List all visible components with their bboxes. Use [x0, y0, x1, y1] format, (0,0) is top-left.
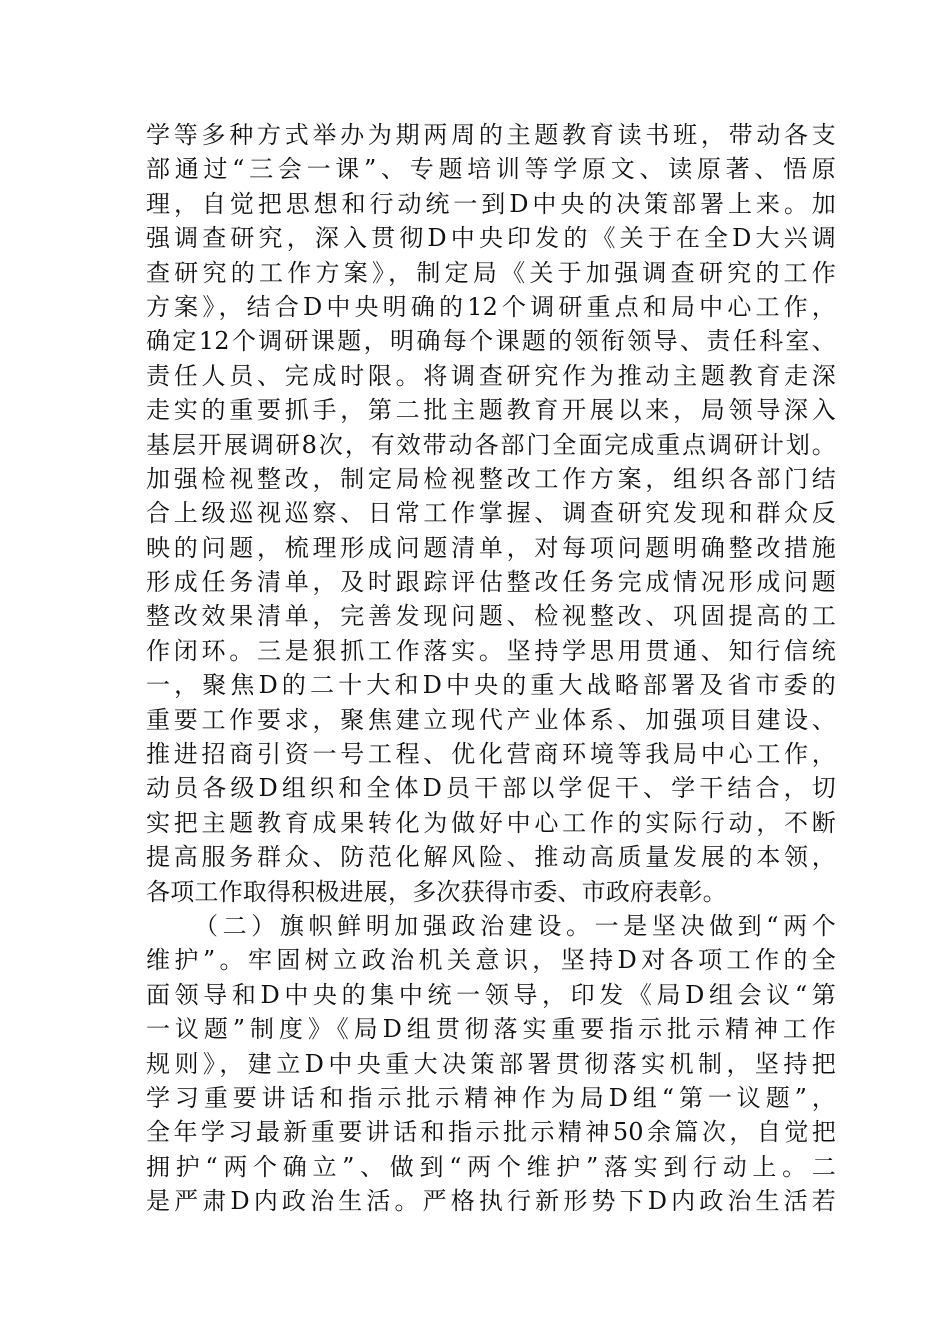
text-line: 维护”。牢固树立政治机关意识，坚持D对各项工作的全	[146, 946, 836, 975]
text-line: 是严肃D内政治生活。严格执行新形势下D内政治生活若	[146, 1187, 836, 1216]
text-line: 加强检视整改，制定局检视整改工作方案，组织各部门结	[146, 464, 836, 493]
text-line: 方案》，结合D中央明确的12个调研重点和局中心工作，	[146, 292, 836, 321]
text-line: 理，自觉把思想和行动统一到D中央的决策部署上来。加	[146, 189, 836, 218]
text-line: 学等多种方式举办为期两周的主题教育读书班，带动各支	[146, 121, 836, 149]
text-line: 责任人员、完成时限。将调查研究作为推动主题教育走深	[146, 361, 836, 390]
text-line: 一，聚焦D的二十大和D中央的重大战略部署及省市委的	[146, 671, 836, 700]
text-line: 形成任务清单，及时跟踪评估整改任务完成情况形成问题	[146, 568, 836, 597]
text-line: 合上级巡视巡察、日常工作掌握、调查研究发现和群众反	[146, 499, 836, 528]
text-line: 基层开展调研8次，有效带动各部门全面完成重点调研计划。	[146, 430, 836, 459]
text-line: 推进招商引资一号工程、优化营商环境等我局中心工作，	[146, 740, 836, 769]
text-line: 提高服务群众、防范化解风险、推动高质量发展的本领，	[146, 843, 836, 872]
text-line: 重要工作要求，聚焦建立现代产业体系、加强项目建设、	[146, 705, 836, 734]
text-line: 整改效果清单，完善发现问题、检视整改、巩固提高的工	[146, 602, 836, 631]
paragraph-end-line: 各项工作取得积极进展，多次获得市委、市政府表彰。	[146, 877, 727, 906]
text-line: 面领导和D中央的集中统一领导，印发《局D组会议“第	[146, 980, 836, 1009]
text-line: 查研究的工作方案》，制定局《关于加强调查研究的工作	[146, 258, 836, 287]
text-line: 确定12个调研课题，明确每个课题的领衔领导、责任科室、	[146, 327, 836, 356]
text-line: 全年学习最新重要讲话和指示批示精神50余篇次，自觉把	[146, 1118, 836, 1147]
text-line: 动员各级D组织和全体D员干部以学促干、学干结合，切	[146, 774, 836, 803]
text-line: 实把主题教育成果转化为做好中心工作的实际行动，不断	[146, 808, 836, 837]
document-body	[146, 118, 836, 1219]
text-line: 拥护“两个确立”、做到“两个维护”落实到行动上。二	[146, 1152, 836, 1181]
text-line: 规则》，建立D中央重大决策部署贯彻落实机制，坚持把	[146, 1049, 836, 1078]
text-line: 作闭环。三是狠抓工作落实。坚持学思用贯通、知行信统	[146, 636, 836, 665]
text-line: 走实的重要抓手，第二批主题教育开展以来，局领导深入	[146, 396, 836, 425]
text-line: 一议题”制度》《局D组贯彻落实重要指示批示精神工作	[146, 1015, 836, 1044]
text-line: 学习重要讲话和指示批示精神作为局D组“第一议题”，	[146, 1083, 836, 1112]
text-line: 映的问题，梳理形成问题清单，对每项问题明确整改措施	[146, 533, 836, 562]
section-heading-line: （二）旗帜鲜明加强政治建设。一是坚决做到“两个	[194, 911, 836, 940]
text-line: 部通过“三会一课”、专题培训等学原文、读原著、悟原	[146, 155, 836, 184]
text-line: 强调查研究，深入贯彻D中央印发的《关于在全D大兴调	[146, 224, 836, 253]
